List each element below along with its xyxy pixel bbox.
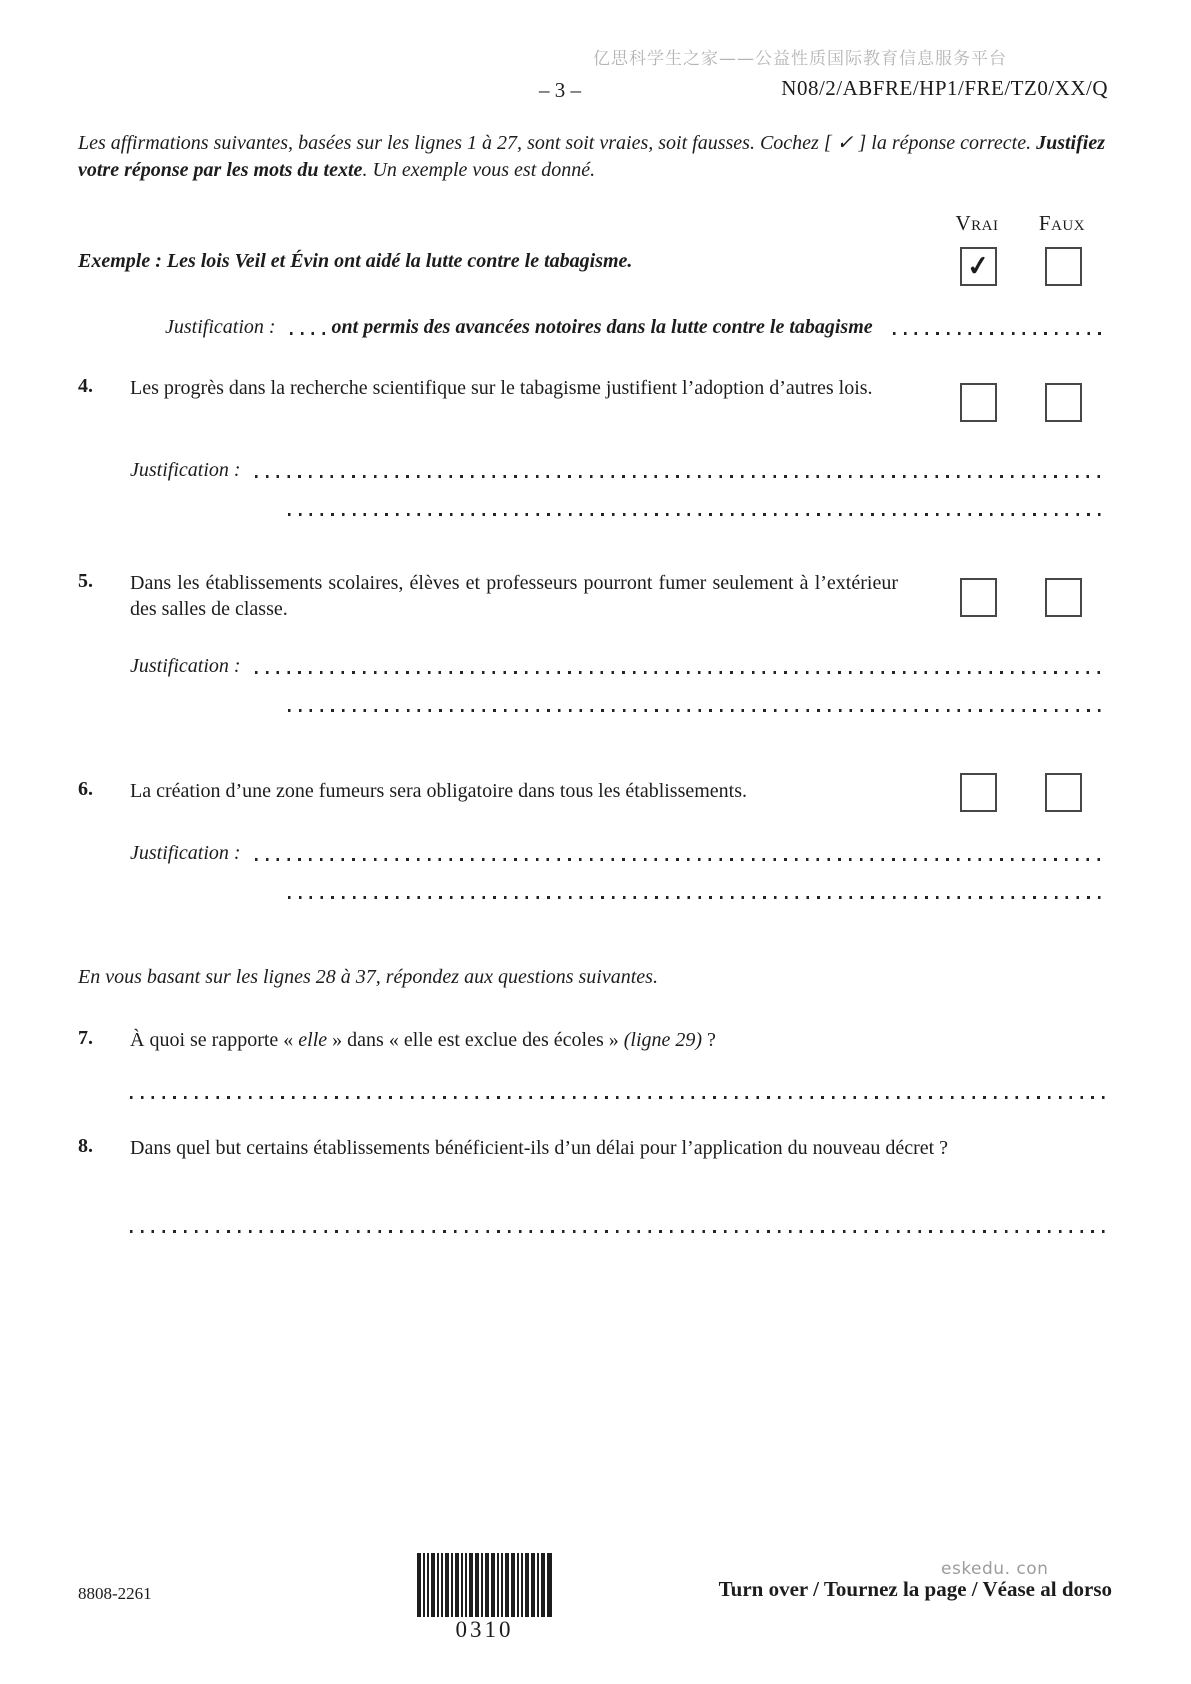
example-checkbox-vrai[interactable] (960, 247, 997, 286)
dotted-leader (893, 332, 1105, 335)
q5-justification-row (130, 655, 1105, 678)
question-6 (0, 778, 1191, 818)
instructions-text-1: Les affirmations suivantes, basées sur les lignes 1 à 27, sont soit vraies, soit fausses. Cochez [ ✓ ] la réponse correcte. (78, 132, 1037, 154)
column-header-vrai: Vrai (955, 211, 999, 235)
question-4 (0, 375, 1191, 435)
q7-answer-line[interactable] (130, 1096, 1105, 1099)
q6-checkbox-faux[interactable] (1045, 773, 1082, 812)
section2-instruction: En vous basant sur les lignes 28 à 37, répondez aux questions suivantes. (78, 966, 658, 988)
q7-part: ? (702, 1029, 716, 1051)
instructions-paragraph (78, 130, 1105, 184)
column-header-faux: Faux (1038, 211, 1086, 235)
example-checkbox-faux[interactable] (1045, 247, 1082, 286)
question-7 (0, 1027, 1191, 1057)
q5-checkbox-faux[interactable] (1045, 578, 1082, 617)
question-number: 6. (78, 778, 93, 800)
question-number: 5. (78, 570, 93, 592)
instructions-text-2: . Un exemple vous est donné. (362, 159, 596, 181)
question-number: 4. (78, 375, 93, 397)
q4-answer-line-1[interactable] (255, 475, 1105, 478)
example-statement: Exemple : Les lois Veil et Évin ont aidé la lutte contre le tabagisme. (78, 250, 633, 272)
q4-answer-line-2[interactable] (288, 513, 1105, 516)
q7-part-italic: elle (298, 1029, 328, 1051)
q5-checkbox-vrai[interactable] (960, 578, 997, 617)
justification-label: Justification : (130, 842, 241, 864)
question-number: 8. (78, 1135, 93, 1157)
question-5 (0, 570, 1191, 630)
justification-label: Justification : (130, 655, 241, 677)
justification-label: Justification : (130, 459, 241, 481)
q4-justification-row (130, 459, 1105, 482)
question-text: La création d’une zone fumeurs sera obligatoire dans tous les établissements. (130, 780, 748, 802)
barcode-number: 0310 (455, 1617, 514, 1642)
chinese-watermark: 亿思科学生之家——公益性质国际教育信息服务平台 (593, 49, 1007, 69)
q8-answer-line[interactable] (130, 1230, 1105, 1233)
q5-answer-line-1[interactable] (255, 671, 1105, 674)
q6-justification-row (130, 842, 1105, 865)
document-code: 8808-2261 (78, 1584, 152, 1603)
question-text (130, 1027, 1105, 1053)
q7-part: » dans « elle est exclue des écoles » (327, 1029, 624, 1051)
q7-line-ref: (ligne 29) (623, 1029, 703, 1051)
turn-over-label: Turn over / Tournez la page / Véase al dorso (718, 1577, 1112, 1601)
site-watermark: eskedu. con (941, 1559, 1049, 1579)
checkmark-icon: ✓ (965, 249, 992, 283)
exam-code: N08/2/ABFRE/HP1/FRE/TZ0/XX/Q (781, 76, 1108, 100)
question-text: Dans les établissements scolaires, élèves et professeurs pourront fumer seulement à l’extérieur des salles de classe. (130, 572, 898, 620)
justification-label: Justification : (165, 316, 276, 338)
q4-checkbox-vrai[interactable] (960, 383, 997, 422)
question-number: 7. (78, 1027, 93, 1049)
q6-answer-line-2[interactable] (288, 896, 1105, 899)
question-text: Dans quel but certains établissements bénéficient-ils d’un délai pour l’application du nouveau décret ? (130, 1137, 949, 1159)
question-text: Les progrès dans la recherche scientifique sur le tabagisme justifient l’adoption d’autres lois. (130, 377, 873, 399)
q6-answer-line-1[interactable] (255, 858, 1105, 861)
barcode (417, 1553, 552, 1617)
example-justification-row (165, 316, 1105, 339)
question-8 (0, 1135, 1191, 1195)
q4-checkbox-faux[interactable] (1045, 383, 1082, 422)
instructions-bold: Justifiez votre réponse par les mots du texte (78, 132, 1105, 181)
dotted-leader (290, 332, 326, 335)
page-number: – 3 – (539, 78, 581, 102)
example-justification-answer: ont permis des avancées notoires dans la lutte contre le tabagisme (331, 316, 873, 338)
q6-checkbox-vrai[interactable] (960, 773, 997, 812)
q7-part: À quoi se rapporte « (130, 1029, 299, 1051)
q5-answer-line-2[interactable] (288, 709, 1105, 712)
